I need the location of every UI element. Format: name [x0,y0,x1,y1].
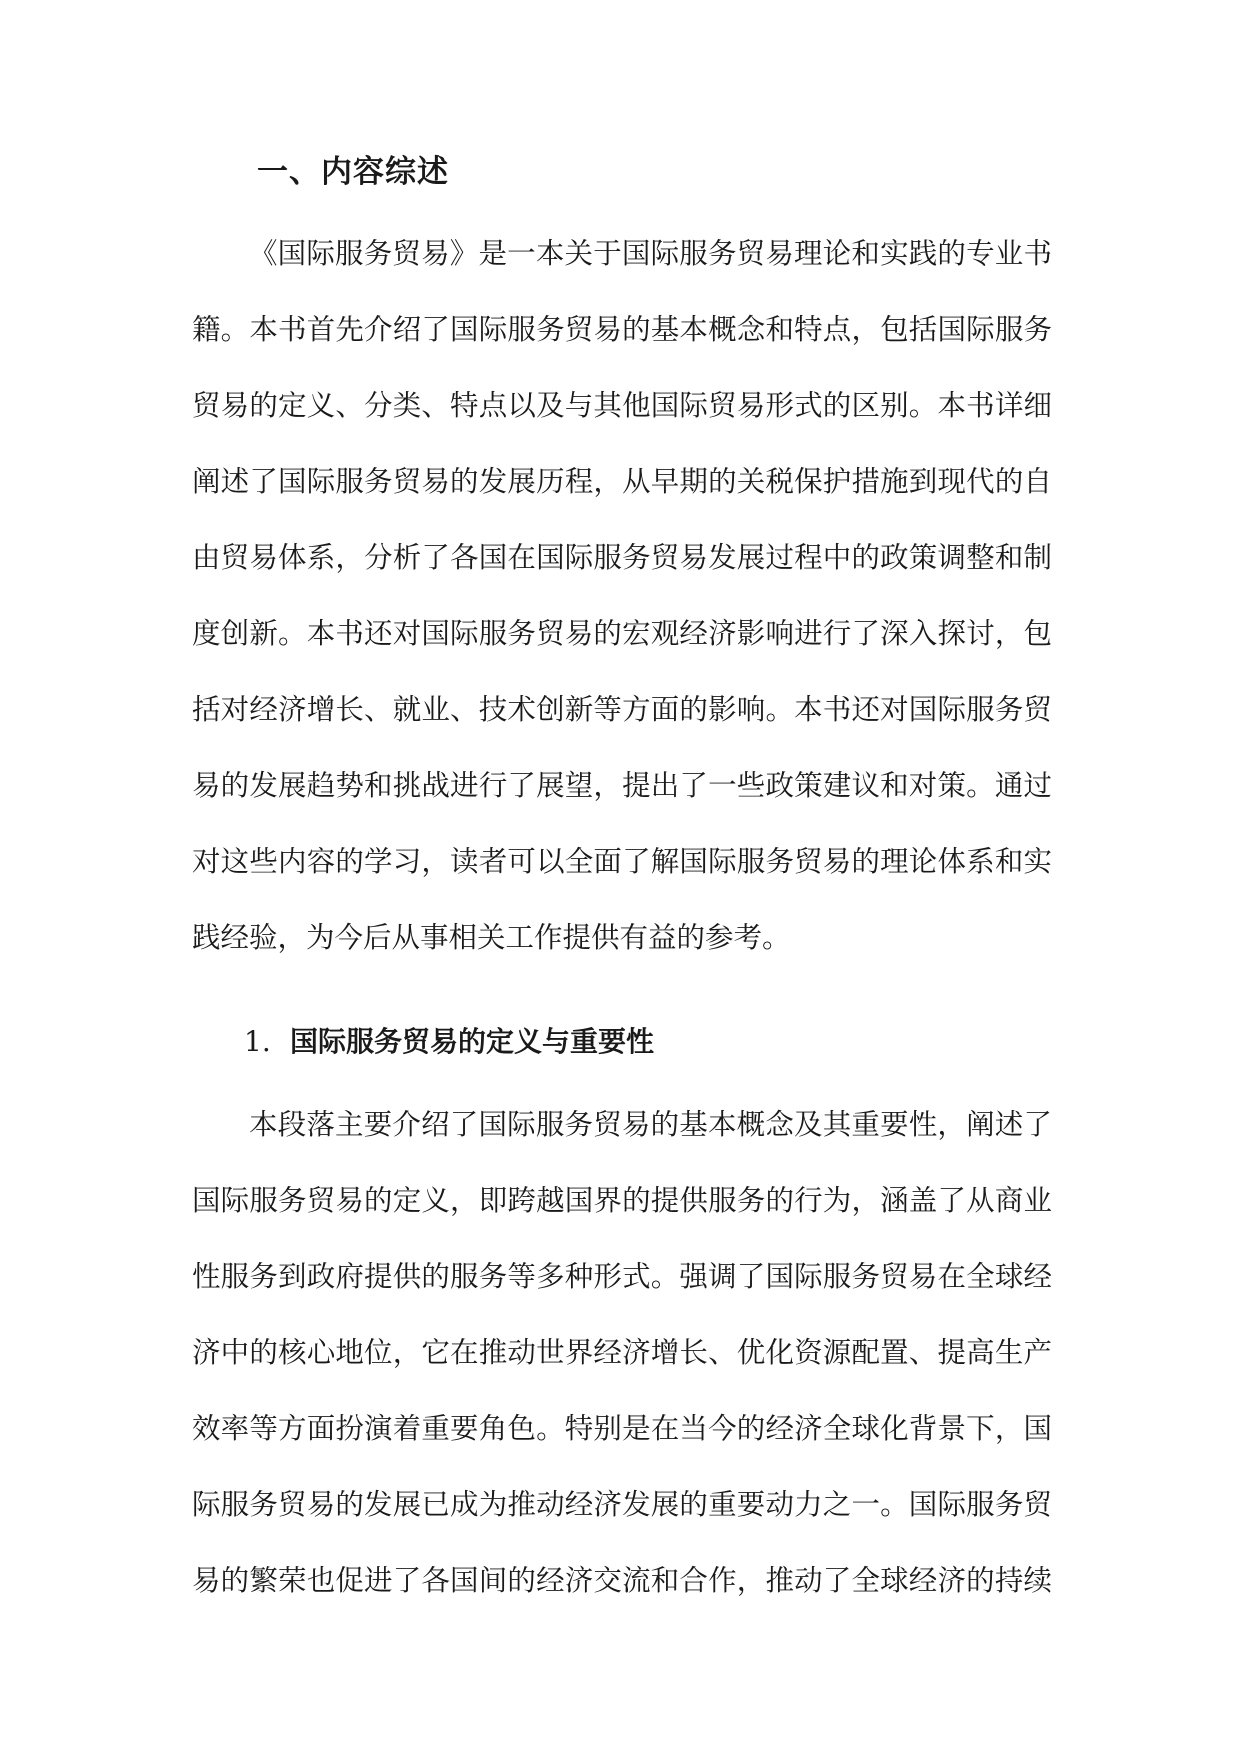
section-heading: 一、内容综述 [257,154,449,190]
paragraph-line: 籍。本书首先介绍了国际服务贸易的基本概念和特点，包括国际服务 [192,313,1052,346]
paragraph-line: 本段落主要介绍了国际服务贸易的基本概念及其重要性，阐述了 [249,1108,1052,1141]
paragraph-line: 贸易的定义、分类、特点以及与其他国际贸易形式的区别。本书详细 [192,389,1052,422]
subsection-title: 国际服务贸易的定义与重要性 [290,1025,655,1058]
paragraph-line: 国际服务贸易的定义，即跨越国界的提供服务的行为，涵盖了从商业 [192,1184,1052,1217]
paragraph-line: 由贸易体系，分析了各国在国际服务贸易发展过程中的政策调整和制 [192,541,1052,574]
subsection-heading [244,1022,654,1062]
paragraph-line: 度创新。本书还对国际服务贸易的宏观经济影响进行了深入探讨，包 [192,617,1052,650]
paragraph-line: 易的发展趋势和挑战进行了展望，提出了一些政策建议和对策。通过 [192,769,1052,802]
paragraph-line: 济中的核心地位，它在推动世界经济增长、优化资源配置、提高生产 [192,1336,1052,1369]
paragraph-line: 践经验，为今后从事相关工作提供有益的参考。 [192,921,791,954]
paragraph-line: 《国际服务贸易》是一本关于国际服务贸易理论和实践的专业书 [249,237,1052,270]
paragraph-line: 际服务贸易的发展已成为推动经济发展的重要动力之一。国际服务贸 [192,1488,1052,1521]
paragraph-line: 阐述了国际服务贸易的发展历程，从早期的关税保护措施到现代的自 [192,465,1052,498]
paragraph-line: 易的繁荣也促进了各国间的经济交流和合作，推动了全球经济的持续 [192,1564,1052,1597]
paragraph-line: 性服务到政府提供的服务等多种形式。强调了国际服务贸易在全球经 [192,1260,1052,1293]
paragraph-line: 括对经济增长、就业、技术创新等方面的影响。本书还对国际服务贸 [192,693,1052,726]
subsection-number: 1. [244,1025,271,1058]
subsection-paragraph [192,1087,1052,1619]
paragraph-line: 对这些内容的学习，读者可以全面了解国际服务贸易的理论体系和实 [192,845,1052,878]
paragraph-line: 效率等方面扮演着重要角色。特别是在当今的经济全球化背景下，国 [192,1412,1052,1445]
section-paragraph [192,216,1052,976]
